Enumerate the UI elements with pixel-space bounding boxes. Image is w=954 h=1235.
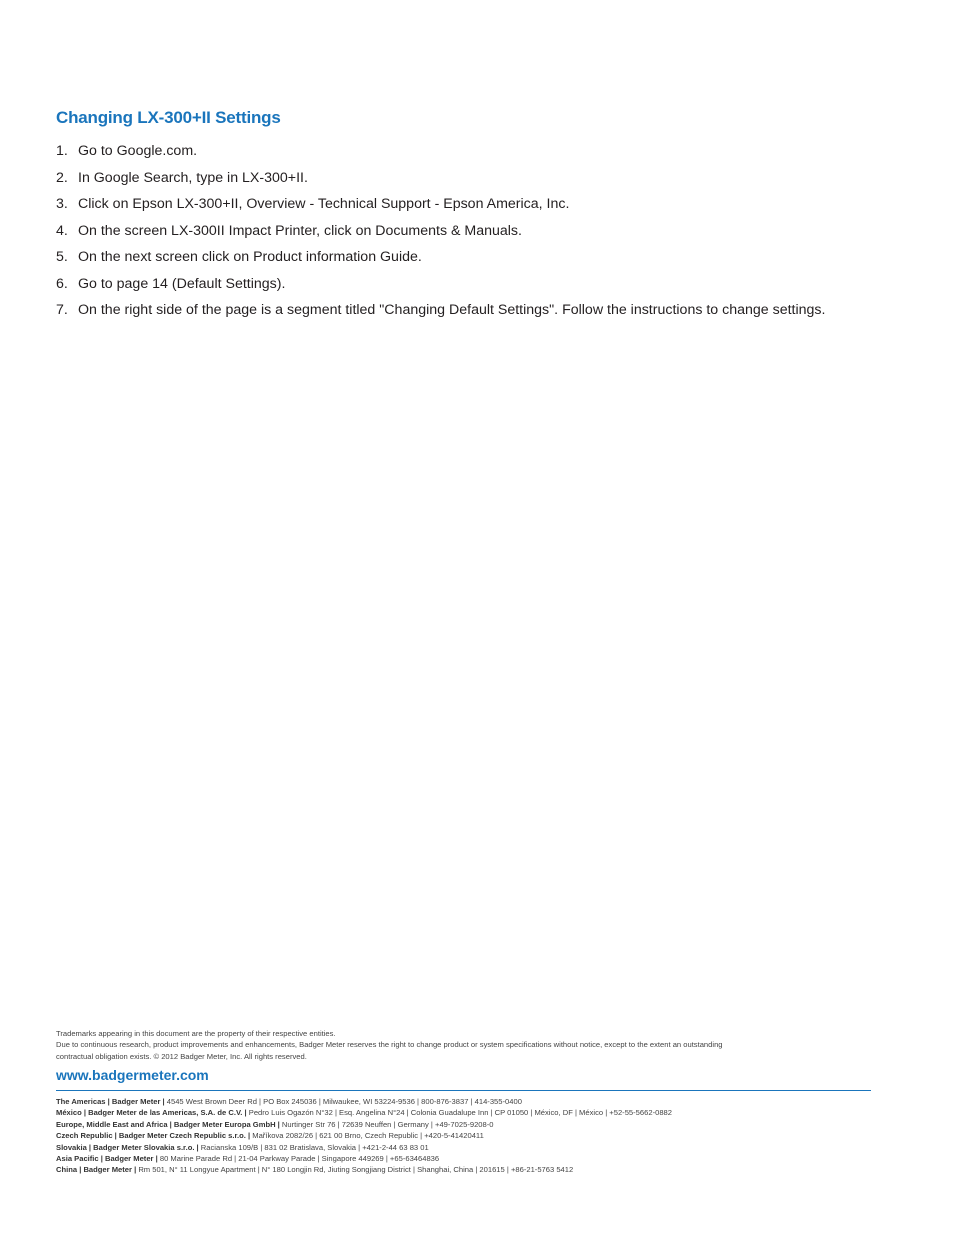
step-text: On the next screen click on Product information Guide. xyxy=(78,249,422,265)
step-text: On the right side of the page is a segment titled "Changing Default Settings". Follow the instructions to change settings. xyxy=(78,302,826,318)
footer-divider xyxy=(56,1090,871,1091)
address-region: Slovakia | Badger Meter Slovakia s.r.o. | xyxy=(56,1142,199,1152)
address-detail: Rm 501, N° 11 Longyue Apartment | N° 180 Longjin Rd, Jiuting Songjiang District | Shanghai, China | 201615 | +86-21-5763 5412 xyxy=(136,1165,574,1175)
address-region: Asia Pacific | Badger Meter | xyxy=(56,1154,158,1164)
address-row xyxy=(56,1153,871,1164)
address-row xyxy=(56,1107,871,1118)
address-region: Czech Republic | Badger Meter Czech Republic s.r.o. | xyxy=(56,1131,251,1141)
address-row xyxy=(56,1119,871,1130)
address-region: The Americas | Badger Meter | xyxy=(56,1097,165,1106)
step-text: In Google Search, type in LX-300+II. xyxy=(78,169,308,186)
address-detail: 80 Marine Parade Rd | 21-04 Parkway Parade | Singapore 449269 | +65-63464836 xyxy=(157,1154,440,1164)
website-link[interactable]: www.badgermeter.com xyxy=(56,1067,209,1083)
address-detail: Maříkova 2082/26 | 621 00 Brno, Czech Republic | +420-5-41420411 xyxy=(250,1131,484,1141)
address-list xyxy=(56,1096,871,1176)
address-detail: 4545 West Brown Deer Rd | PO Box 245036 | Milwaukee, WI 53224-9536 | 800-876-3837 | 414-355-0400 xyxy=(164,1097,522,1106)
legal-line: Trademarks appearing in this document are the property of their respective entities. xyxy=(56,1029,336,1038)
legal-notice xyxy=(56,1028,871,1062)
list-item xyxy=(56,143,916,159)
step-number: 1. xyxy=(56,143,68,159)
address-region: México | Badger Meter de las Americas, S.A. de C.V. | xyxy=(56,1108,247,1118)
step-number: 5. xyxy=(56,249,68,265)
step-number: 6. xyxy=(56,275,68,292)
address-region: China | Badger Meter | xyxy=(56,1165,137,1175)
list-item xyxy=(56,276,916,292)
address-detail: Pedro Luis Ogazón N°32 | Esq. Angelina N°24 | Colonia Guadalupe Inn | CP 01050 | México, DF | México | +52-55-5662-0882 xyxy=(246,1108,672,1118)
address-row xyxy=(56,1096,871,1107)
address-row xyxy=(56,1142,871,1153)
step-number: 7. xyxy=(56,302,68,318)
instruction-list xyxy=(56,143,916,329)
legal-line: Due to continuous research, product improvements and enhancements, Badger Meter reserves the right to change product or system specifications without notice, except to the extent an outstanding xyxy=(56,1040,723,1050)
address-detail: Nurtinger Str 76 | 72639 Neuffen | Germany | +49-7025-9208-0 xyxy=(279,1119,494,1129)
step-text: Go to Google.com. xyxy=(78,143,198,159)
list-item xyxy=(56,170,916,186)
list-item xyxy=(56,223,916,239)
step-number: 4. xyxy=(56,222,68,239)
address-region: Europe, Middle East and Africa | Badger Meter Europa GmbH | xyxy=(56,1119,280,1129)
legal-line: contractual obligation exists. © 2012 Badger Meter, Inc. All rights reserved. xyxy=(56,1051,307,1061)
step-number: 3. xyxy=(56,196,68,212)
step-number: 2. xyxy=(56,169,68,186)
step-text: On the screen LX-300II Impact Printer, click on Documents & Manuals. xyxy=(78,222,522,239)
address-row xyxy=(56,1130,871,1141)
list-item xyxy=(56,249,916,265)
list-item xyxy=(56,196,916,212)
step-text: Click on Epson LX-300+II, Overview - Technical Support - Epson America, Inc. xyxy=(78,196,570,212)
address-detail: Racianska 109/B | 831 02 Bratislava, Slovakia | +421-2-44 63 83 01 xyxy=(198,1142,429,1152)
page-title: Changing LX-300+II Settings xyxy=(56,108,281,127)
address-row xyxy=(56,1164,871,1175)
list-item xyxy=(56,302,916,318)
step-text: Go to page 14 (Default Settings). xyxy=(78,275,286,292)
